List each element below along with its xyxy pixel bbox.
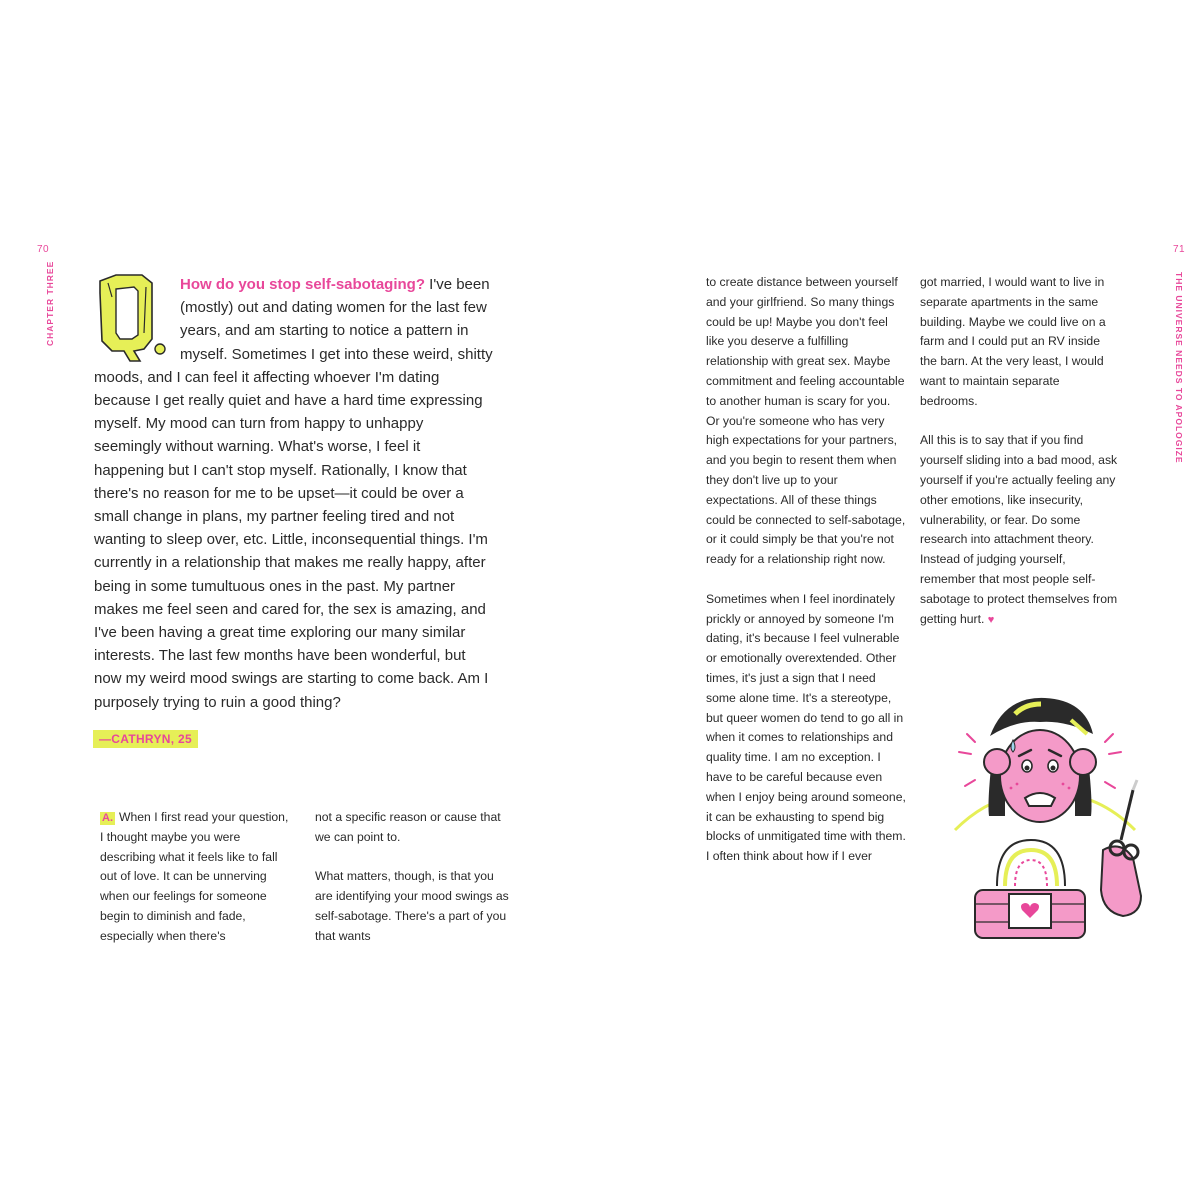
page-number-right: 71: [1173, 244, 1186, 255]
right-col2-p2-text: All this is to say that if you find yourself sliding into a bad mood, ask yourself if you're actually feeling any other emotions, like insecurity, vulnerability, or fear. Do some research into attachment theory. Instead of judging yourself, remember that most people self-sabotage to protect themselves from getting hurt.: [920, 433, 1118, 626]
answer-col1-text: When I first read your question, I thought maybe you were describing what it feels like to fall out of love. It can be unnerving when our feelings for someone begin to diminish and fade, especially when there's: [100, 810, 289, 943]
right-col1-p1: to create distance between yourself and your girlfriend. So many things could be up! Maybe you don't feel like you deserve a fulfilling relationship with great sex. Maybe commitment and feeling accountable to another human is scary for you. Or you're someone who has very high expectations for your partners, and you begin to resent them when they don't live up to your expectations. All of these things could be connected to self-sabotage, or it could simply be that you're not ready for a relationship right now.: [706, 275, 906, 567]
question-body: I've been (mostly) out and dating women for the last few years, and am starting to notice a pattern in myself. Sometimes I get into these weird, shitty moods, and I can feel it affecting whoever I'm dating because I get really quiet and have a hard time expressing myself. My mood can turn from happy to unhappy seemingly without warning. What's worse, I feel it happening but I can't stop myself. Rationally, I know that there's no reason for me to be upset—it could be over a small change in plans, my partner feeling tired and not wanting to sleep over, etc. Little, inconsequential things. I'm currently in a relationship that makes me really happy, after being in some tumultuous ones in the past. My partner makes me feel seen and cared for, the sex is amazing, and I've been having a great time exploring our many similar interests. The last few months have been wonderful, but now my weird mood swings are starting to come back. Am I purposely trying to ruin a good thing?: [94, 276, 493, 711]
running-head-right: THE UNIVERSE NEEDS TO APOLOGIZE: [1174, 272, 1184, 464]
right-col2-p1: got married, I would want to live in separate apartments in the same building. Maybe we could live on a farm and I could put an RV inside the barn. At the very least, I would want to maintain separate bedrooms.: [920, 275, 1106, 408]
heart-icon: ♥: [987, 613, 995, 626]
question-lead: How do you stop self-sabotaging?: [180, 276, 425, 293]
right-col2-p2: [920, 431, 1120, 630]
a-letter-mark: A.: [102, 812, 113, 824]
answer-column-2: [315, 808, 511, 947]
running-head-left: CHAPTER THREE: [45, 260, 55, 346]
answer-column-1: [100, 808, 295, 947]
right-col1-p2: Sometimes when I feel inordinately prickly or annoyed by someone I'm dating, it's because I feel vulnerable or emotionally overextended. Other times, it's just a sign that I need some alone time. It's a stereotype, but queer women do tend to go all in when it comes to relationships and quality time. I am no exception. I have to be careful because even when I enjoy being around someone, it can be exhausting to spend big blocks of unmitigated time with them. I often think about how if I ever: [706, 591, 906, 864]
right-column-2: [920, 273, 1120, 630]
q-letter-icon: [94, 273, 174, 365]
worried-person-illustration-icon: [945, 690, 1165, 950]
right-column-1: [706, 273, 906, 867]
signature-badge: —CATHRYN, 25: [93, 730, 198, 748]
page-number-left: 70: [37, 244, 50, 255]
answer-col2-p1: not a specific reason or cause that we can point to.: [315, 810, 501, 844]
question-block: [94, 273, 494, 714]
answer-col2-p2: What matters, though, is that you are identifying your mood swings as self-sabotage. There's a part of you that wants: [315, 869, 509, 943]
